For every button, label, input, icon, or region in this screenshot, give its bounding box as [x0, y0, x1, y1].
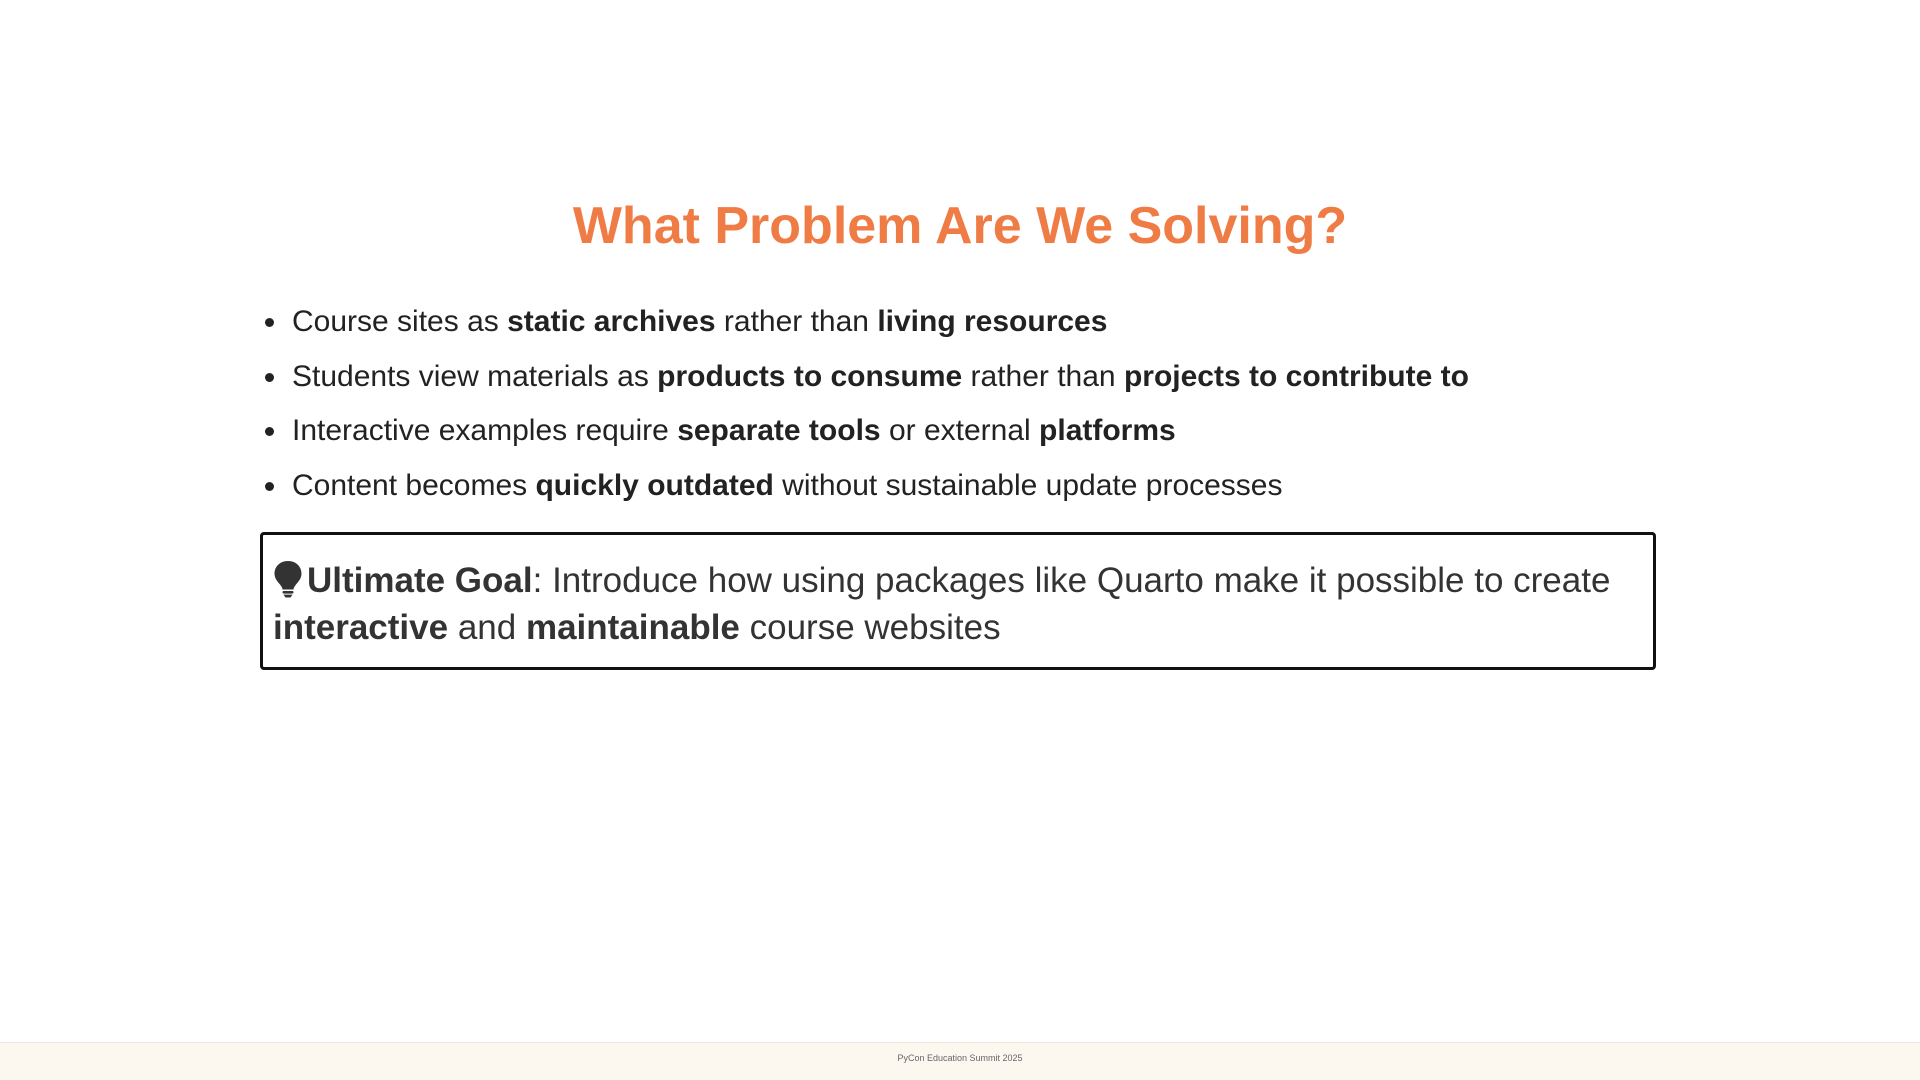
ultimate-goal-callout [260, 532, 1656, 670]
bullet-dot [265, 482, 274, 491]
list-item [260, 411, 1660, 451]
bullet-emphasis: platforms [1039, 414, 1176, 447]
footer-text: PyCon Education Summit 2025 [897, 1053, 1023, 1063]
goal-text: Introduce how using packages like Quarto make it possible to create [542, 561, 1611, 600]
goal-text-tail: course websites [739, 608, 1001, 647]
goal-colon: : [532, 561, 543, 600]
lightbulb-icon [273, 560, 303, 598]
bullet-emphasis: products to consume [657, 359, 963, 393]
bullet-emphasis: living resources [877, 305, 1108, 338]
bullet-text-part: rather than [715, 305, 878, 338]
bullet-text-part: Interactive examples require [292, 414, 678, 447]
bullet-list [260, 302, 1660, 520]
bullet-emphasis: static archives [507, 305, 716, 338]
bullet-dot [265, 318, 274, 327]
bullet-emphasis: separate tools [677, 414, 881, 447]
bullet-emphasis: quickly outdated [535, 468, 774, 502]
bullet-text-part: or external [880, 414, 1040, 447]
list-item [260, 357, 1660, 397]
bullet-text-part: rather than [962, 359, 1124, 393]
bullet-dot [265, 373, 274, 382]
list-item [260, 466, 1660, 506]
bullet-dot [265, 427, 274, 436]
bullet-text-part: Course sites as [292, 305, 508, 338]
goal-label: Ultimate Goal [307, 561, 533, 600]
goal-text-and: and [448, 608, 526, 647]
slide-footer [0, 1042, 1920, 1080]
goal-emphasis-maintainable: maintainable [525, 608, 740, 647]
bullet-text-part: without sustainable update processes [773, 468, 1283, 502]
bullet-text-part: Students view materials as [292, 359, 658, 393]
bullet-text-part: Content becomes [292, 468, 536, 502]
goal-emphasis-interactive: interactive [273, 608, 449, 647]
list-item [260, 302, 1660, 342]
bullet-emphasis: projects to contribute to [1123, 359, 1469, 393]
slide-title: What Problem Are We Solving? [572, 197, 1348, 255]
